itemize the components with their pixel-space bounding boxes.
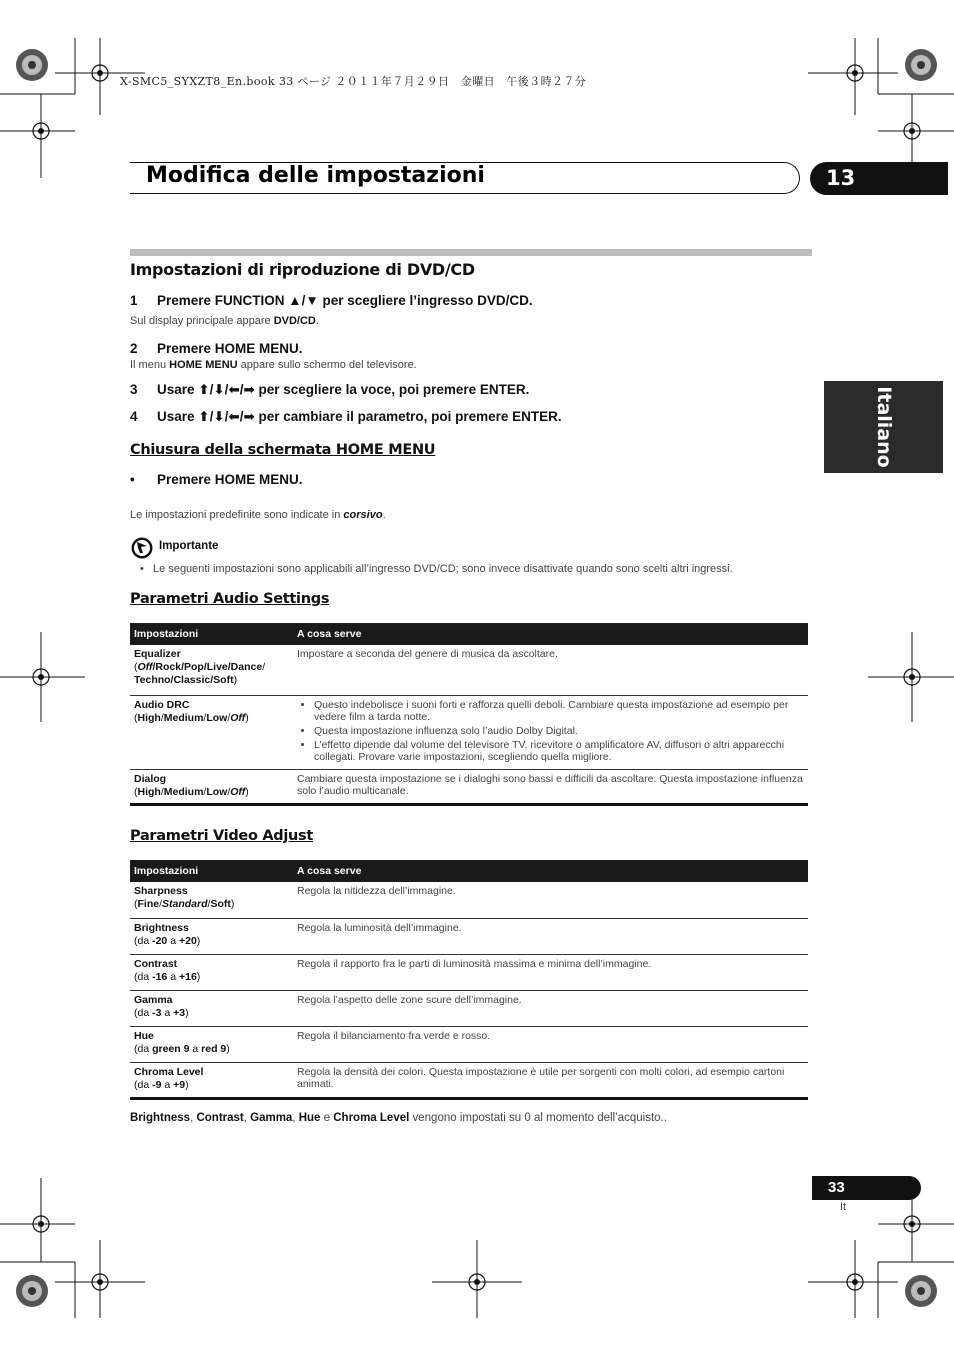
language-tab [824,381,943,473]
setting-description: Regola la luminosità dell’immagine. [293,918,808,954]
step-3 [130,382,529,398]
step-number: 4 [130,409,138,424]
column-header: A cosa serve [293,623,808,645]
column-header: Impostazioni [130,860,293,882]
setting-description: Impostare a seconda del genere di musica da ascoltare. [293,645,808,695]
setting-name: Hue [134,1029,154,1042]
important-icon [131,537,153,559]
setting-description: Regola il rapporto fra le parti di luminosità massima e minima dell’immagine. [293,954,808,990]
step-text: Premere FUNCTION ▲/▼ per scegliere l’ingresso DVD/CD. [157,293,533,308]
table-row: Audio DRC (High/Medium/Low/Off) • Questo indebolisce i suoni forti e rafforza quelli deboli. Cambiare questa impostazione ad esempio per vedere film a tarda notte. • Questa impostazione influenza solo l’audio Dolby Digital. • L’effetto dipende dal volume del televisore TV, ricevitore o amplificatore AV, diffusori o altri apparecchi collegati. Provare varie impostazioni, scegliendo quella migliore. [130,695,808,769]
step-2 [130,341,303,356]
setting-description: Regola il bilanciamento fra verde e rosso. [293,1026,808,1062]
column-header: A cosa serve [293,860,808,882]
page-number: 33 [828,1179,845,1196]
section-title: Impostazioni di riproduzione di DVD/CD [130,260,475,279]
footer-note: Brightness, Contrast, Gamma, Hue e Chroma Level vengono impostati su 0 al momento dell’acquisto.. [130,1112,667,1124]
step-4 [130,409,562,425]
important-text: • Le seguenti impostazioni sono applicabili all’ingresso DVD/CD; sono invece disattivate quando sono scelti altri ingressi. [140,563,733,575]
setting-name: Sharpness [134,885,188,897]
setting-name: Equalizer [134,648,181,660]
file-header: X-SMC5_SYXZT8_En.book 33 ページ ２０１１年７月２９日 金曜日 午後３時２７分 [120,75,587,88]
table-row: Sharpness (Fine/Standard/Soft) Regola la nitidezza dell’immagine. [130,882,808,918]
setting-description: Regola la nitidezza dell’immagine. [293,882,808,918]
table-row: Hue (da green 9 a red 9) Regola il bilanciamento fra verde e rosso. [130,1026,808,1062]
step-1 [130,293,533,308]
setting-name: Audio DRC [134,698,190,711]
page-language: It [840,1201,847,1213]
bullet: • [130,472,135,487]
table-header-row [130,860,808,882]
setting-name: Dialog [134,772,167,785]
step-text: Usare ⬆/⬇/⬅/➡ per cambiare il parametro, poi premere ENTER. [157,409,562,424]
table-row: Dialog (High/Medium/Low/Off) Cambiare questa impostazione se i dialoghi sono bassi e difficili da ascoltare. Questa impostazione influenza solo l’audio multicanale. [130,769,808,804]
column-header: Impostazioni [130,623,293,645]
setting-description: Regola l’aspetto delle zone scure dell’immagine. [293,990,808,1026]
setting-bullets [297,699,804,763]
step-text: Premere HOME MENU. [157,341,303,356]
setting-description: Regola la densità dei colori. Questa impostazione è utile per sorgenti con molti colori, ad esempio cartoni animati. [293,1062,808,1098]
section-rule [130,249,812,256]
table-row: Contrast (da -16 a +16) Regola il rapporto fra le parti di luminosità massima e minima dell’immagine. [130,954,808,990]
defaults-note: Le impostazioni predefinite sono indicate in corsivo. [130,509,386,521]
setting-name: Contrast [134,957,178,970]
closing-step [130,472,303,487]
video-heading: Parametri Video Adjust [130,828,314,844]
chapter-number-badge [810,162,948,195]
setting-name: Brightness [134,921,189,934]
page-number-badge [812,1176,921,1200]
setting-description: Cambiare questa impostazione se i dialoghi sono bassi e difficili da ascoltare. Questa impostazione influenza solo l’audio multicanale. [293,769,808,804]
step-1-note: Sul display principale appare DVD/CD. [130,315,319,327]
video-table [130,860,808,1100]
chapter-title: Modifica delle impostazioni [146,163,485,188]
list-item: • L’effetto dipende dal volume del televisore TV, ricevitore o amplificatore AV, diffusori o altri apparecchi collegati. Provare varie impostazioni, scegliendo quella migliore. [314,739,804,763]
table-row: Gamma (da -3 a +3) Regola l’aspetto delle zone scure dell’immagine. [130,990,808,1026]
list-item: • Questo indebolisce i suoni forti e rafforza quelli deboli. Cambiare questa impostazione ad esempio per vedere film a tarda notte. [314,699,804,723]
setting-name: Gamma [134,993,173,1006]
step-2-note: Il menu HOME MENU appare sullo schermo del televisore. [130,359,417,371]
step-number: 3 [130,382,138,397]
chapter-number: 13 [826,166,856,190]
table-row: Brightness (da -20 a +20) Regola la luminosità dell’immagine. [130,918,808,954]
closing-heading: Chiusura della schermata HOME MENU [130,442,436,458]
closing-step-text: Premere HOME MENU. [157,472,303,487]
step-text: Usare ⬆/⬇/⬅/➡ per scegliere la voce, poi premere ENTER. [157,382,530,397]
table-header-row [130,623,808,645]
list-item: • Questa impostazione influenza solo l’audio Dolby Digital. [314,725,804,737]
table-row: Chroma Level (da -9 a +9) Regola la densità dei colori. Questa impostazione è utile per sorgenti con molti colori, ad esempio cartoni animati. [130,1062,808,1098]
step-number: 2 [130,341,138,356]
language-tab-label: Italiano [872,386,895,468]
audio-table [130,623,808,806]
step-number: 1 [130,293,138,308]
audio-heading: Parametri Audio Settings [130,591,330,607]
table-row: Equalizer (Off/Rock/Pop/Live/Dance/ Techno/Classic/Soft) Impostare a seconda del genere di musica da ascoltare. [130,645,808,695]
important-label: Importante [159,540,219,552]
setting-name: Chroma Level [134,1065,204,1078]
